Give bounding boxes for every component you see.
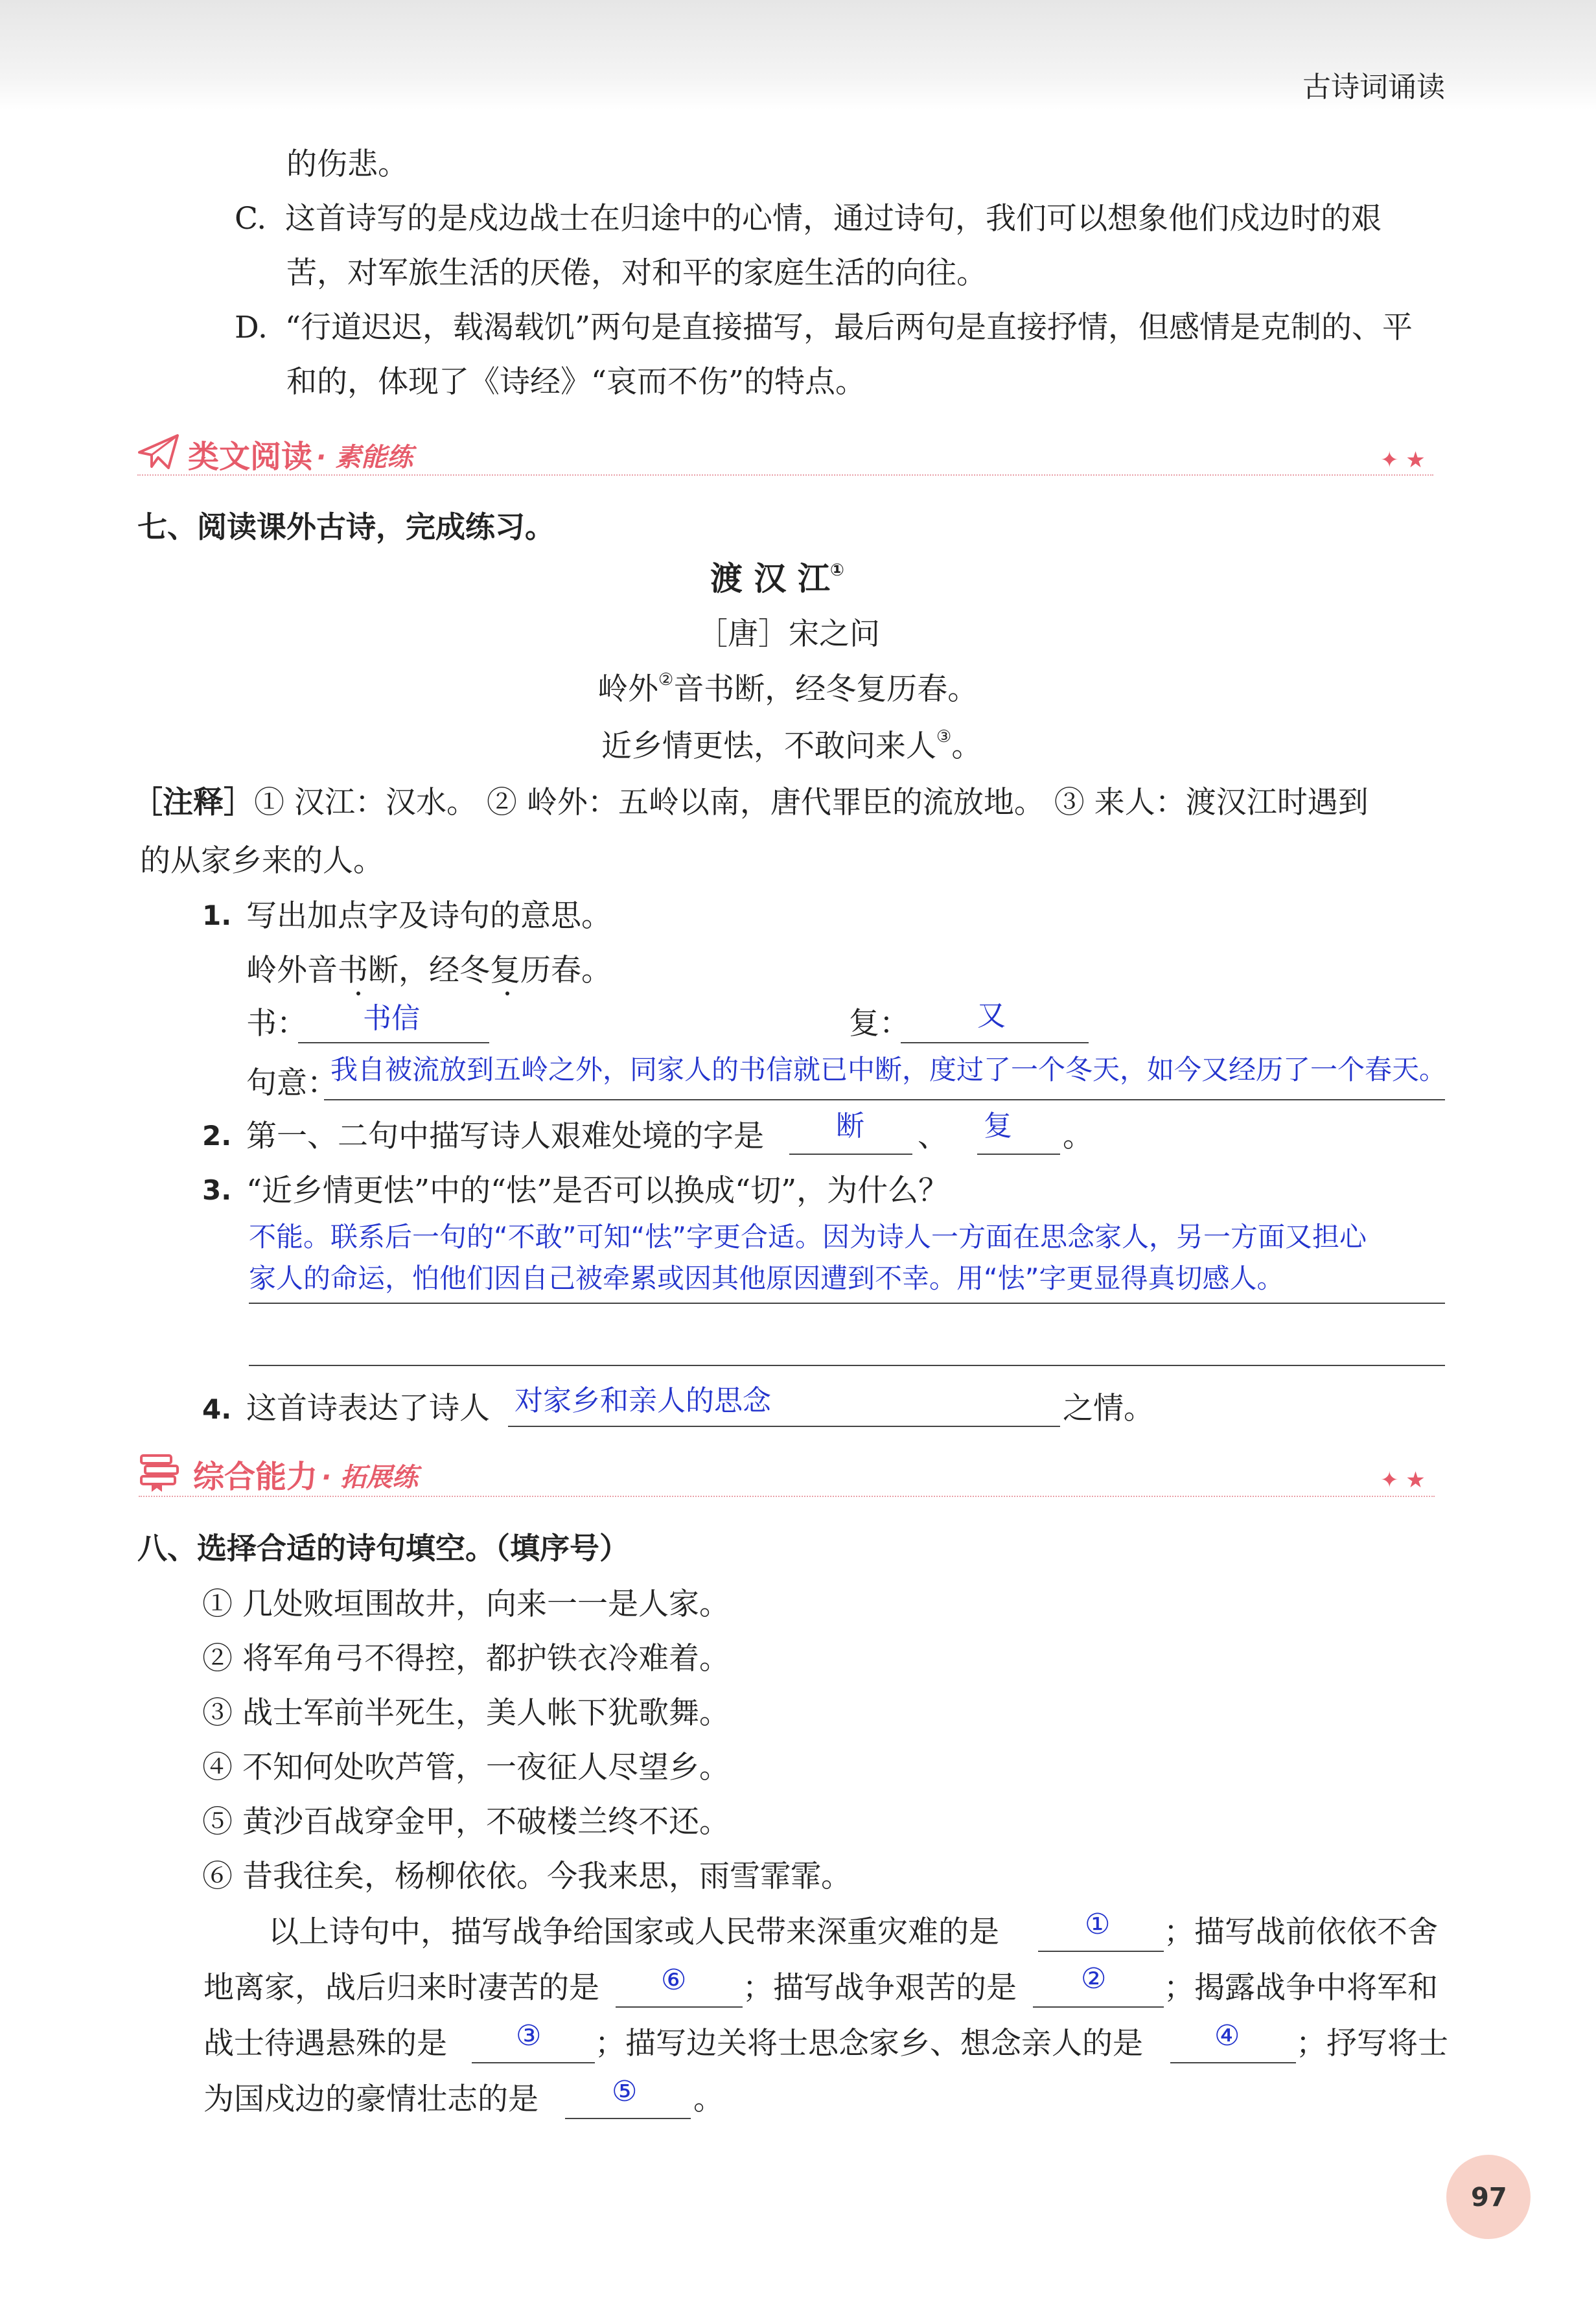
- q8-para-l4a: 为国戍边的豪情壮志的是: [203, 2082, 538, 2117]
- shu-label: 书：: [246, 1006, 307, 1041]
- option-c-letter: C.: [235, 201, 267, 237]
- star-decoration-icon: ✦ ★: [1380, 447, 1426, 473]
- poem-author: ［唐］宋之问: [697, 616, 880, 652]
- q8-para-l3c: ；抒写将士: [1296, 2026, 1448, 2061]
- sub2-text-b: 。: [1063, 1119, 1093, 1154]
- q7-heading: 七、阅读课外古诗，完成练习。: [137, 509, 555, 544]
- option-d-line1: “行道迟迟，载渴载饥”两句是直接描写，最后两句是直接抒情，但感情是克制的、平: [285, 310, 1413, 345]
- section2-divider: [139, 1496, 1435, 1497]
- section2-title: 综合能力: [193, 1459, 318, 1495]
- emphasis-dot-fu: [505, 992, 509, 995]
- juyi-answer[interactable]: 我自被流放到五岭之外，同家人的书信就已中断，度过了一个冬天，如今又经历了一个春天。: [330, 1054, 1447, 1085]
- q8-item-5: ⑤ 黄沙百战穿金甲，不破楼兰终不还。: [202, 1804, 730, 1840]
- q8-answer-3[interactable]: ②: [1081, 1962, 1107, 1995]
- q8-para-l3b: ；描写边关将士思念家乡、想念亲人的是: [595, 2026, 1143, 2061]
- section1-title: 类文阅读: [188, 439, 313, 475]
- q8-blank-2-line: [616, 2006, 743, 2008]
- q8-item-1: ① 几处败垣围故井，向来一一是人家。: [202, 1586, 730, 1622]
- option-d-line2: 和的，体现了《诗经》“哀而不伤”的特点。: [286, 364, 866, 400]
- poem-title: 渡 汉 江①: [710, 560, 844, 598]
- q8-blank-4-line: [472, 2062, 595, 2063]
- q8-item-4: ④ 不知何处吹芦管，一夜征人尽望乡。: [202, 1750, 730, 1785]
- juyi-label: 句意：: [246, 1065, 338, 1101]
- sub2-number: 2.: [202, 1120, 232, 1152]
- fu-answer[interactable]: 又: [977, 999, 1006, 1032]
- sub1-number: 1.: [202, 899, 232, 931]
- section1-subtitle: · 素能练: [316, 443, 413, 472]
- sub2-answer2[interactable]: 复: [984, 1109, 1012, 1143]
- sub3-answer-line1[interactable]: 不能。联系后一句的“不敢”可知“怯”字更合适。因为诗人一方面在思念家人，另一方面又担心: [249, 1221, 1367, 1253]
- star-decoration-icon-2: ✦ ★: [1380, 1467, 1426, 1493]
- sub1-verse: 岭外音书断，经冬复历春。: [246, 953, 612, 988]
- sub2-answer2-line: [977, 1154, 1060, 1155]
- poem-line-1: 岭外②音书断，经冬复历春。: [597, 670, 978, 707]
- shu-answer[interactable]: 书信: [363, 1002, 420, 1035]
- poem-line-2: 近乡情更怯，不敢问来人③。: [601, 727, 982, 764]
- q8-answer-6[interactable]: ⑤: [612, 2075, 638, 2108]
- prev-question-tail: 的伤悲。: [286, 146, 408, 182]
- q8-para-l4b: 。: [693, 2082, 724, 2117]
- sub4-text-a: 这首诗表达了诗人: [246, 1391, 490, 1426]
- shu-answer-line: [298, 1042, 489, 1043]
- header-title: 古诗词诵读: [1302, 71, 1445, 104]
- books-icon: [139, 1452, 184, 1496]
- sub2-text-a: 第一、二句中描写诗人艰难处境的字是: [246, 1119, 764, 1154]
- q8-para-l1a: 以上诗句中，描写战争给国家或人民带来深重灾难的是: [268, 1914, 999, 1950]
- sub3-text: “近乡情更怯”中的“怯”是否可以换成“切”，为什么？: [246, 1173, 949, 1209]
- q8-answer-5[interactable]: ④: [1214, 2019, 1240, 2052]
- notes-label: ［注释］: [132, 785, 254, 820]
- q8-para-l2a: 地离家，战后归来时凄苦的是: [203, 1970, 599, 2006]
- fu-label: 复：: [849, 1006, 910, 1041]
- page-number: 97: [1471, 2183, 1507, 2212]
- sub4-text-b: 之情。: [1063, 1391, 1154, 1426]
- q8-item-6: ⑥ 昔我往矣，杨柳依依。今我来思，雨雪霏霏。: [202, 1859, 851, 1894]
- notes-line-2: 的从家乡来的人。: [140, 843, 384, 879]
- fu-answer-line: [901, 1042, 1089, 1043]
- sub2-answer1[interactable]: 断: [836, 1109, 864, 1143]
- paper-plane-icon: [137, 433, 180, 473]
- q8-item-3: ③ 战士军前半死生，美人帐下犹歌舞。: [202, 1695, 730, 1731]
- sub3-answer-line-b: [249, 1365, 1445, 1366]
- q8-answer-2[interactable]: ⑥: [661, 1964, 687, 1997]
- section1-divider: [137, 474, 1433, 476]
- q8-heading: 八、选择合适的诗句填空。（填序号）: [137, 1531, 629, 1566]
- q8-blank-6-line: [565, 2118, 691, 2119]
- sub3-answer-line2[interactable]: 家人的命运，怕他们因自己被牵累或因其他原因遭到不幸。用“怯”字更显得真切感人。: [249, 1262, 1284, 1294]
- sub1-text: 写出加点字及诗句的意思。: [246, 898, 612, 934]
- emphasis-dot-shu: [356, 992, 360, 995]
- q8-para-l3a: 战士待遇悬殊的是: [203, 2026, 447, 2061]
- q8-blank-3-line: [1033, 2006, 1164, 2008]
- notes-line-1: ［注释］① 汉江：汉水。 ② 岭外：五岭以南，唐代罪臣的流放地。 ③ 来人：渡汉江时遇到: [132, 785, 1369, 820]
- q8-answer-4[interactable]: ③: [516, 2019, 542, 2052]
- q8-para-l1b: ；描写战前依依不舍: [1164, 1914, 1438, 1950]
- q8-item-2: ② 将军角弓不得控，都护铁衣冷难着。: [202, 1641, 730, 1677]
- option-c-line1: 这首诗写的是戍边战士在归途中的心情，通过诗句，我们可以想象他们戍边时的艰: [285, 201, 1382, 237]
- section2-subtitle: · 拓展练: [321, 1463, 419, 1492]
- sub4-number: 4.: [202, 1393, 232, 1425]
- q8-answer-1[interactable]: ①: [1085, 1908, 1111, 1941]
- q8-blank-5-line: [1170, 2062, 1296, 2063]
- q8-para-l2b: ；描写战争艰苦的是: [743, 1970, 1017, 2006]
- q8-blank-1-line: [1038, 1951, 1164, 1952]
- sub3-answer-line-a: [249, 1303, 1445, 1304]
- juyi-answer-line: [324, 1099, 1445, 1100]
- option-d-letter: D.: [235, 310, 268, 345]
- sub2-answer1-line: [789, 1154, 912, 1155]
- sub4-answer-line: [508, 1426, 1060, 1427]
- sub4-answer[interactable]: 对家乡和亲人的思念: [515, 1384, 771, 1417]
- q8-para-l2c: ；揭露战争中将军和: [1164, 1970, 1438, 2006]
- option-c-line2: 苦，对军旅生活的厌倦，对和平的家庭生活的向往。: [286, 255, 987, 291]
- sub2-separator: 、: [918, 1119, 948, 1154]
- sub3-number: 3.: [202, 1174, 232, 1206]
